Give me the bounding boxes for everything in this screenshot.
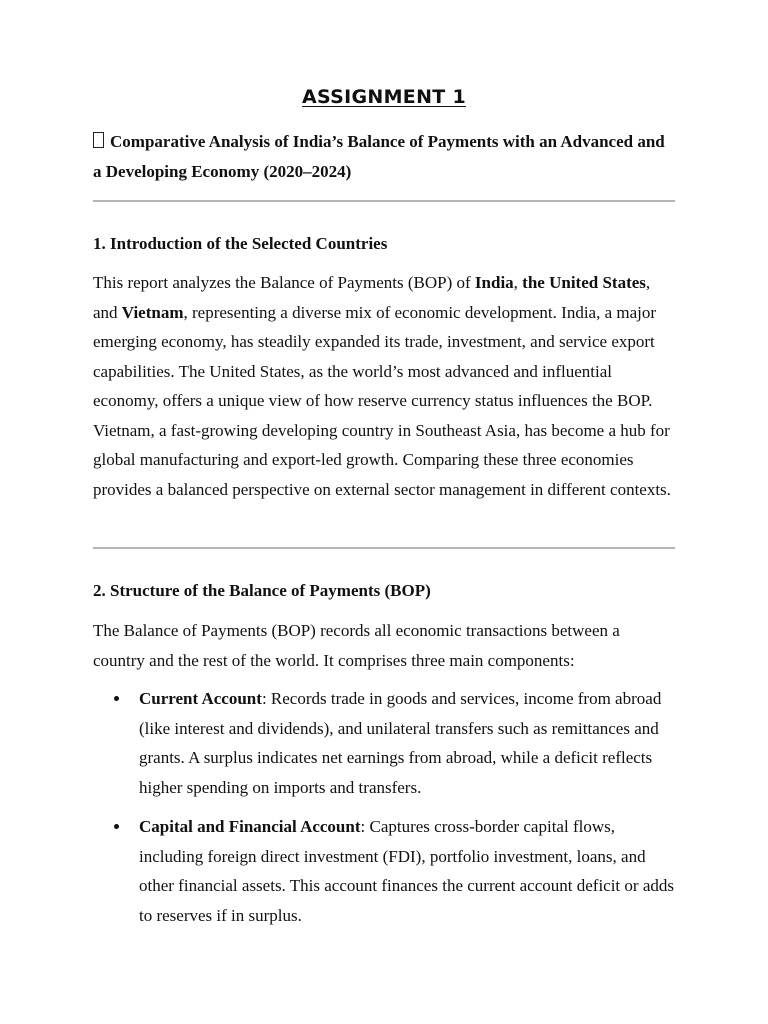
section-1-heading: 1. Introduction of the Selected Countries bbox=[93, 234, 388, 253]
paragraph-text: , representing a diverse mix of economic development. India, a major emerging economy, has steadily expanded its trade, investment, and service export capabilities. The United States, as the world’s most advanced and influential economy, offers a unique view of how reserve currency status influences the BOP. Vietnam, a fast-growing developing country in Southeast Asia, has become a hub for global manufacturing and export-led growth. Comparing these three economies provides a balanced perspective on external sector management in different contexts. bbox=[93, 302, 671, 499]
section-2-intro: The Balance of Payments (BOP) records all economic transactions between a country and the rest of the world. It comprises three main components: bbox=[93, 621, 620, 670]
bullet-term: Capital and Financial Account bbox=[139, 817, 361, 836]
document-title-text: Comparative Analysis of India’s Balance of Payments with an Advanced and a Developing Economy (2020–2024) bbox=[93, 132, 665, 181]
paragraph-text: , bbox=[513, 273, 523, 292]
horizontal-rule bbox=[93, 200, 675, 202]
section-1-paragraph bbox=[93, 268, 675, 504]
bullet-text: : Captures cross-border capital flows, including foreign direct investment (FDI), portfolio investment, loans, and other financial assets. This account finances the current account deficit or adds to reserves if in surplus. bbox=[139, 817, 674, 925]
bullet-icon bbox=[114, 824, 119, 829]
bullet-term: Current Account bbox=[139, 689, 262, 708]
document-title bbox=[93, 127, 675, 186]
bullet-text: : Records trade in goods and services, income from abroad (like interest and dividends), and unilateral transfers such as remittances and grants. A surplus indicates net earnings from abroad, while a deficit reflects higher spending on imports and transfers. bbox=[139, 689, 662, 797]
assignment-heading: ASSIGNMENT 1 bbox=[302, 86, 466, 108]
paragraph-bold-india: India bbox=[474, 273, 514, 292]
bullet-icon bbox=[114, 696, 119, 701]
paragraph-text: , and bbox=[93, 273, 651, 322]
paragraph-bold-united-states: the United States bbox=[522, 273, 646, 292]
missing-glyph-icon bbox=[93, 132, 104, 148]
section-2-heading: 2. Structure of the Balance of Payments (BOP) bbox=[93, 581, 431, 600]
list-item bbox=[139, 812, 675, 930]
paragraph-text: This report analyzes the Balance of Payments (BOP) of bbox=[93, 273, 475, 292]
paragraph-bold-vietnam: Vietnam bbox=[121, 302, 184, 322]
list-item bbox=[139, 684, 675, 802]
horizontal-rule bbox=[93, 547, 675, 549]
